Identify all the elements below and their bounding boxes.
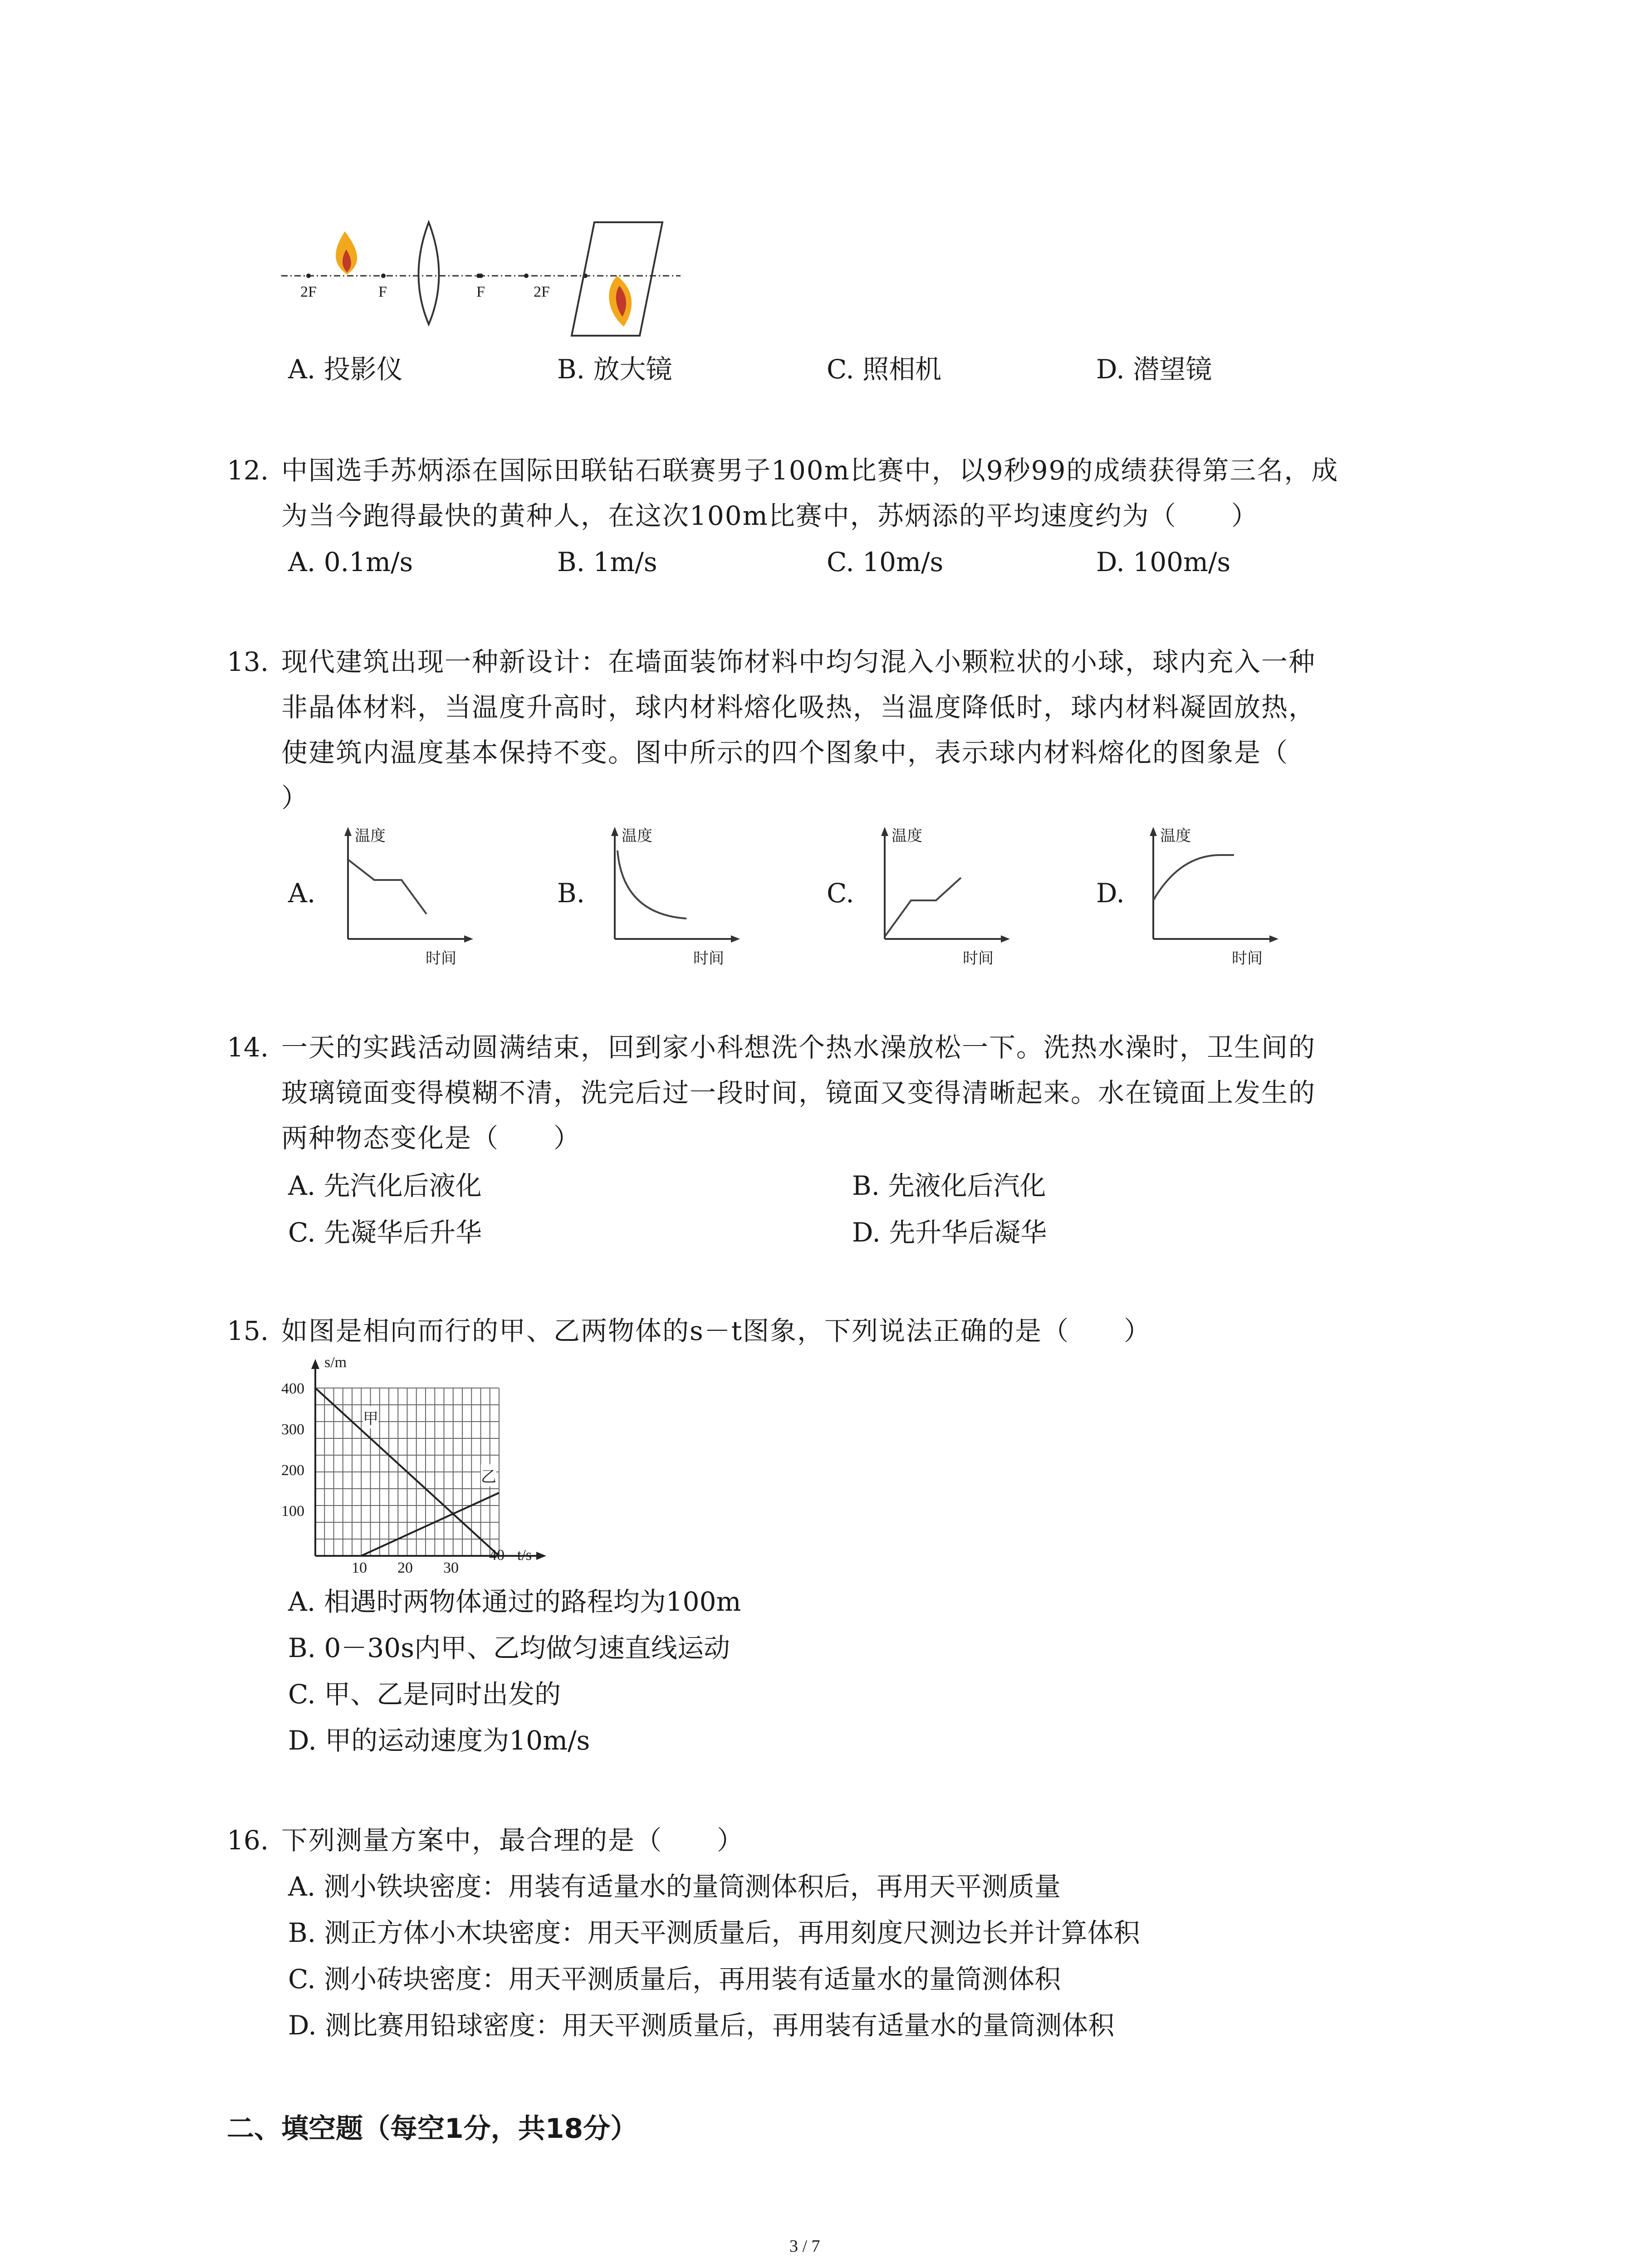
lens-diagram (272, 213, 690, 345)
q12-option-a[interactable]: A. 0.1m/s (288, 547, 413, 577)
q14-line-3: 两种物态变化是（ ） (281, 1123, 581, 1154)
image-flame-icon (609, 276, 632, 327)
s-t-graph (272, 1356, 554, 1583)
q14-option-c[interactable]: C. 先凝华后升华 (288, 1217, 482, 1248)
q13-option-d[interactable]: D. (1096, 878, 1125, 909)
graph-a-x-label: 时间 (426, 949, 456, 968)
q11-option-c[interactable]: C. 照相机 (827, 354, 942, 385)
s-t-y-tick-200: 200 (281, 1462, 304, 1479)
s-t-x-tick-30: 30 (443, 1559, 459, 1576)
s-t-x-tick-20: 20 (397, 1559, 413, 1576)
q13-line-3: 使建筑内温度基本保持不变。图中所示的四个图象中，表示球内材料熔化的图象是（ (281, 737, 1289, 768)
q14-line-1: 一天的实践活动圆满结束，回到家小科想洗个热水澡放松一下。洗热水澡时，卫生间的 (281, 1032, 1316, 1063)
q12-line-1: 中国选手苏炳添在国际田联钻石联赛男子100m比赛中，以9秒99的成绩获得第三名，成 (281, 455, 1339, 486)
q13-line-2: 非晶体材料，当温度升高时，球内材料熔化吸热，当温度降低时，球内材料凝固放热， (281, 692, 1316, 723)
q14-number: 14. (227, 1032, 269, 1063)
series-label-jia: 甲 (363, 1406, 378, 1428)
q13-option-c[interactable]: C. (827, 878, 854, 909)
q13-option-a[interactable]: A. (288, 878, 316, 909)
s-t-y-tick-400: 400 (281, 1380, 304, 1397)
graph-a-y-label: 温度 (355, 827, 386, 845)
graph-c-y-label: 温度 (892, 827, 922, 845)
q11-option-d[interactable]: D. 潜望镜 (1096, 354, 1212, 385)
q14-option-a[interactable]: A. 先汽化后液化 (288, 1170, 482, 1201)
q12-option-c[interactable]: C. 10m/s (827, 547, 944, 577)
q13-number: 13. (227, 646, 269, 677)
q13-option-b[interactable]: B. (557, 878, 585, 909)
q12-line-2: 为当今跑得最快的黄种人，在这次100m比赛中，苏炳添的平均速度约为（ ） (281, 500, 1259, 531)
graph-d-y-label: 温度 (1160, 827, 1191, 845)
q15-option-d[interactable]: D. 甲的运动速度为10m/s (288, 1725, 590, 1756)
q15-line: 如图是相向而行的甲、乙两物体的s－t图象，下列说法正确的是（ ） (281, 1315, 1151, 1346)
q12-option-b[interactable]: B. 1m/s (557, 547, 657, 577)
q13-line-1: 现代建筑出现一种新设计：在墙面装饰材料中均匀混入小颗粒状的小球，球内充入一种 (281, 646, 1316, 677)
page-number: 3 / 7 (789, 2237, 820, 2256)
q11-option-b[interactable]: B. 放大镜 (557, 354, 672, 385)
q15-option-a[interactable]: A. 相遇时两物体通过的路程均为100m (288, 1586, 741, 1617)
graph-d-x-label: 时间 (1232, 949, 1263, 968)
section-heading: 二、填空题（每空1分，共18分） (227, 2113, 638, 2145)
q16-option-a[interactable]: A. 测小铁块密度：用装有适量水的量筒测体积后，再用天平测质量 (288, 1871, 1061, 1902)
q14-option-b[interactable]: B. 先液化后汽化 (852, 1170, 1046, 1201)
q16-option-b[interactable]: B. 测正方体小木块密度：用天平测质量后，再用刻度尺测边长并计算体积 (288, 1917, 1140, 1948)
s-t-x-tick-40: 40 (489, 1547, 505, 1564)
fig-label-2f-left: 2F (300, 284, 317, 300)
q11-option-a[interactable]: A. 投影仪 (288, 354, 403, 385)
s-t-y-axis-label: s/m (324, 1354, 347, 1371)
s-t-y-tick-100: 100 (281, 1503, 304, 1520)
s-t-x-tick-10: 10 (352, 1559, 367, 1576)
q14-line-2: 玻璃镜面变得模糊不清，洗完后过一段时间，镜面又变得清晰起来。水在镜面上发生的 (281, 1077, 1316, 1108)
series-label-yi: 乙 (481, 1464, 496, 1486)
fig-label-f-right: F (476, 284, 485, 300)
s-t-y-tick-300: 300 (281, 1421, 304, 1438)
q15-number: 15. (227, 1315, 269, 1346)
q16-option-d[interactable]: D. 测比赛用铅球密度：用天平测质量后，再用装有适量水的量筒测体积 (288, 2010, 1115, 2041)
q15-option-b[interactable]: B. 0－30s内甲、乙均做匀速直线运动 (288, 1633, 730, 1663)
q12-number: 12. (227, 455, 269, 486)
graph-c-x-label: 时间 (963, 949, 994, 968)
fig-label-f-left: F (378, 284, 387, 300)
q16-number: 16. (227, 1825, 269, 1856)
q13-line-4: ） (281, 782, 309, 813)
q12-option-d[interactable]: D. 100m/s (1096, 547, 1231, 577)
fig-label-2f-right: 2F (534, 284, 550, 300)
q14-option-d[interactable]: D. 先升华后凝华 (852, 1217, 1047, 1248)
q16-option-c[interactable]: C. 测小砖块密度：用天平测质量后，再用装有适量水的量筒测体积 (288, 1964, 1061, 1994)
object-flame-icon (336, 231, 357, 274)
s-t-x-axis-label: t/s (517, 1547, 532, 1564)
graph-b-y-label: 温度 (622, 827, 652, 845)
q15-option-c[interactable]: C. 甲、乙是同时出发的 (288, 1679, 561, 1710)
q16-line: 下列测量方案中，最合理的是（ ） (281, 1825, 745, 1856)
graph-b-x-label: 时间 (693, 949, 724, 968)
